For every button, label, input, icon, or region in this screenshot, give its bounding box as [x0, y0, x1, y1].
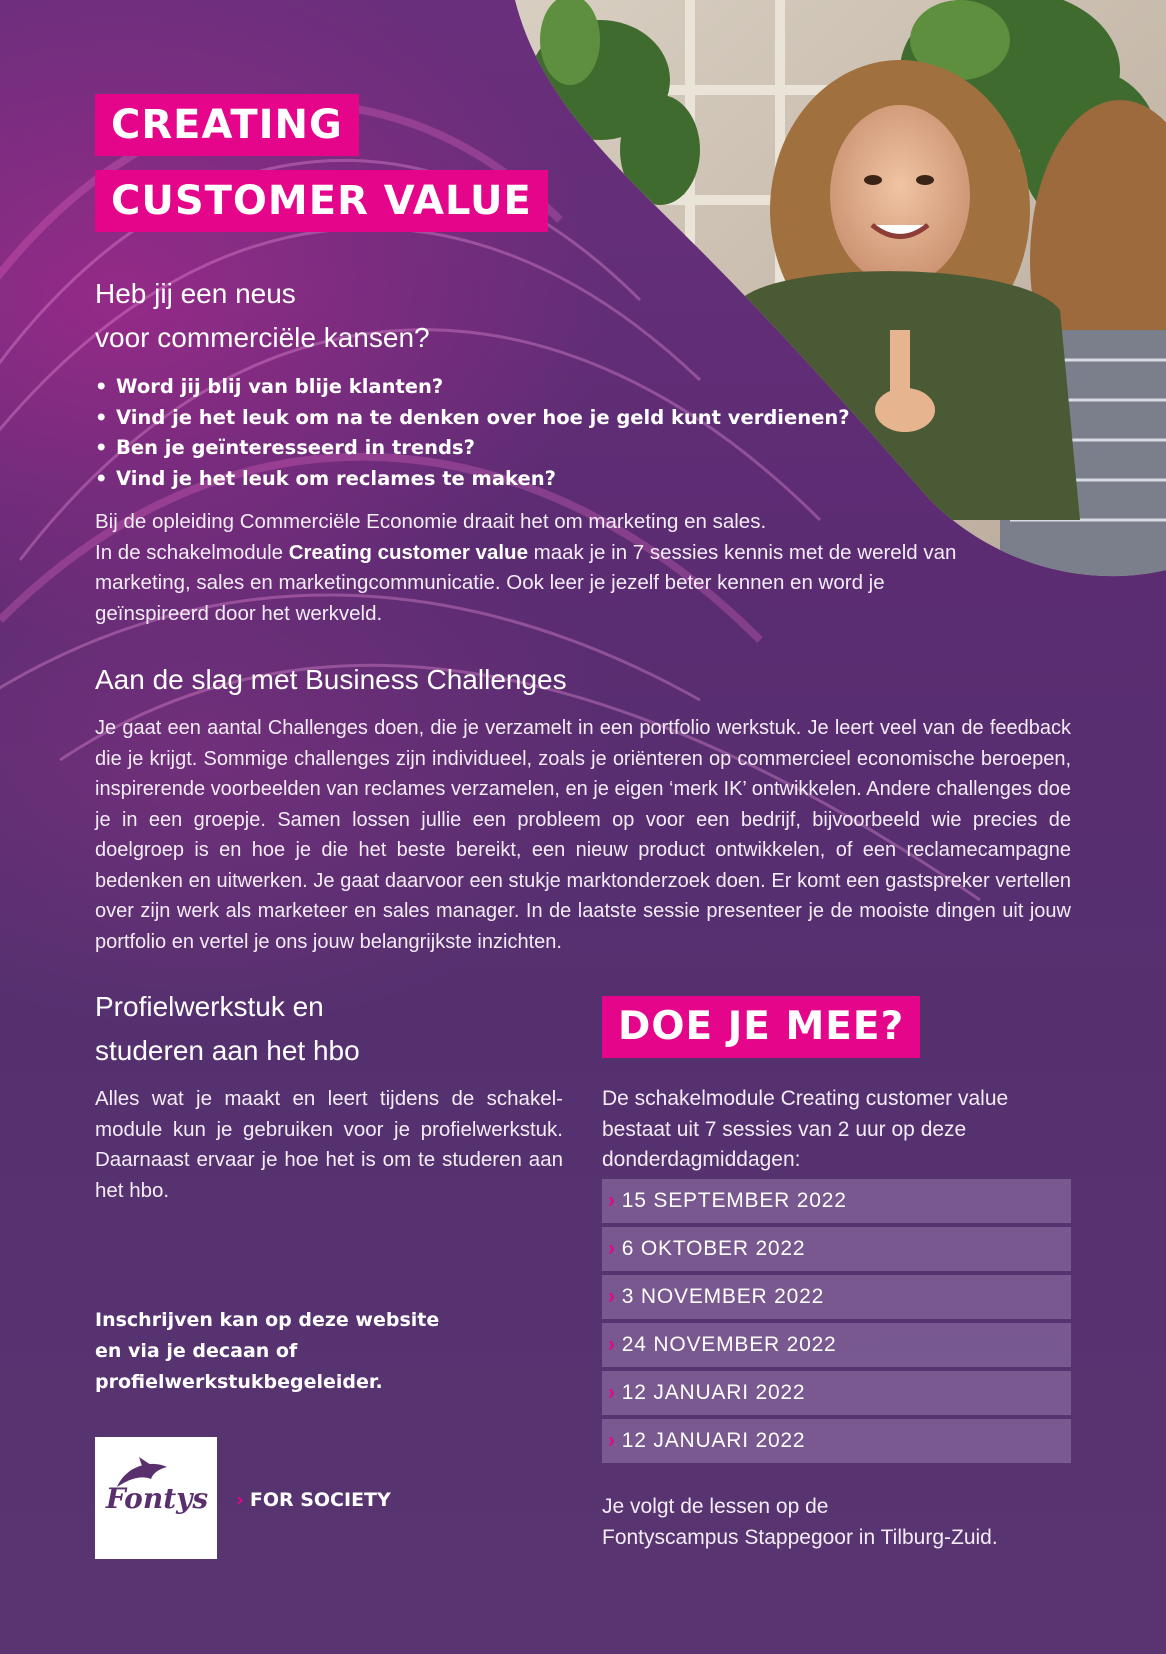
profiel-heading-line-1: Profielwerkstuk en [95, 991, 324, 1022]
campus-line-1: Je volgt de lessen op de [602, 1495, 829, 1518]
doe-je-mee-paragraph: De schakelmodule Creating customer value bestaat uit 7 sessies van 2 uur op deze donderdagmiddagen: [602, 1087, 1009, 1171]
challenges-heading: Aan de slag met Business Challenges [95, 664, 567, 695]
session-date: 3 NOVEMBER 2022 [621, 1285, 825, 1308]
chevron-right-icon: › [236, 1489, 244, 1511]
session-date-row [602, 1323, 1071, 1367]
lead-line-1: Heb jij een neus [95, 278, 296, 309]
question-bullet-list [95, 372, 850, 494]
chevron-right-icon: › [608, 1237, 616, 1260]
fontys-logo [95, 1437, 217, 1559]
registration-note: Inschrijven kan op deze website en via je decaan of profielwerkstukbegeleider. [95, 1309, 440, 1393]
intro-sentence-2-pre: In de schakelmodule [95, 540, 289, 564]
session-date-row [602, 1419, 1071, 1463]
bullet-item: • Ben je geïnteresseerd in trends? [95, 433, 850, 464]
challenges-paragraph: Je gaat een aantal Challenges doen, die je verzamelt in een portfolio werkstuk. Je leert veel van de feedback die je krijgt. Sommige challenges zijn individueel, zoals je oriënteren op commercieel economische beroepen, inspirerende voorbeelden van reclames verzamelen, en je eigen ‘merk IK’ ontwikkelen. Andere challenges doe je in een groepje. Samen lossen jullie een probleem op voor een bedrijf, bijvoorbeeld wie precies de doelgroep is en hoe je die het beste bereikt, een nieuw product ontwikkelen, of een reclamecampagne bedenken en uitwerken. Je gaat daarvoor een stukje marktonderzoek doen. Er komt een gastspreker vertellen over zijn werk als marketeer en sales manager. In de laatste sessie presenteer je de mooiste dingen uit jouw portfolio en vertel je ons jouw belangrijkste inzichten. [95, 717, 1071, 953]
doe-je-mee-title: DOE JE MEE? [602, 996, 920, 1058]
intro-module-name: Creating customer value [288, 540, 528, 564]
session-date: 6 OKTOBER 2022 [621, 1237, 806, 1260]
main-title [95, 94, 548, 232]
tagline-text: FOR SOCIETY [249, 1489, 391, 1511]
chevron-right-icon: › [608, 1429, 616, 1452]
intro-sentence-1: Bij de opleiding Commerciële Economie draait het om marketing en sales. [95, 510, 767, 533]
profiel-heading [95, 985, 360, 1073]
campus-line-2: Fontyscampus Stappegoor in Tilburg-Zuid. [602, 1526, 998, 1549]
campus-location [602, 1491, 1072, 1553]
chevron-right-icon: › [608, 1381, 616, 1404]
lead-question [95, 272, 430, 360]
bullet-item: • Word jij blij van blije klanten? [95, 372, 850, 403]
session-date: 12 JANUARI 2022 [621, 1381, 806, 1404]
session-date-row [602, 1227, 1071, 1271]
session-date: 12 JANUARI 2022 [621, 1429, 806, 1452]
profiel-heading-line-2: studeren aan het hbo [95, 1035, 360, 1066]
session-date-row [602, 1371, 1071, 1415]
chevron-right-icon: › [608, 1333, 616, 1356]
profiel-paragraph: Alles wat je maakt en leert tijdens de schakel-module kun je gebruiken voor je profielwerkstuk. Daarnaast ervaar je hoe het is om te studeren aan het hbo. [95, 1087, 563, 1202]
bullet-item: • Vind je het leuk om na te denken over hoe je geld kunt verdienen? [95, 403, 850, 434]
session-date-row [602, 1179, 1071, 1223]
bullet-item: • Vind je het leuk om reclames te maken? [95, 464, 850, 495]
session-date-row [602, 1275, 1071, 1319]
intro-sentence-2-post: maak je in 7 sessies kennis met de wereld van marketing, sales en marketingcommunicatie. Ook leer je jezelf beter kennen en word je geïnspireerd door het werkveld. [95, 540, 957, 625]
intro-paragraph [95, 507, 965, 629]
lead-line-2: voor commerciële kansen? [95, 322, 430, 353]
chevron-right-icon: › [608, 1285, 616, 1308]
title-line-1: CREATING [95, 94, 359, 156]
title-line-2: CUSTOMER VALUE [95, 170, 548, 232]
fontys-wordmark: Fontys [105, 1482, 209, 1515]
for-society-tagline [236, 1489, 391, 1511]
session-date-list [602, 1179, 1071, 1467]
chevron-right-icon: › [608, 1189, 616, 1212]
session-date: 24 NOVEMBER 2022 [621, 1333, 837, 1356]
session-date: 15 SEPTEMBER 2022 [621, 1189, 847, 1212]
